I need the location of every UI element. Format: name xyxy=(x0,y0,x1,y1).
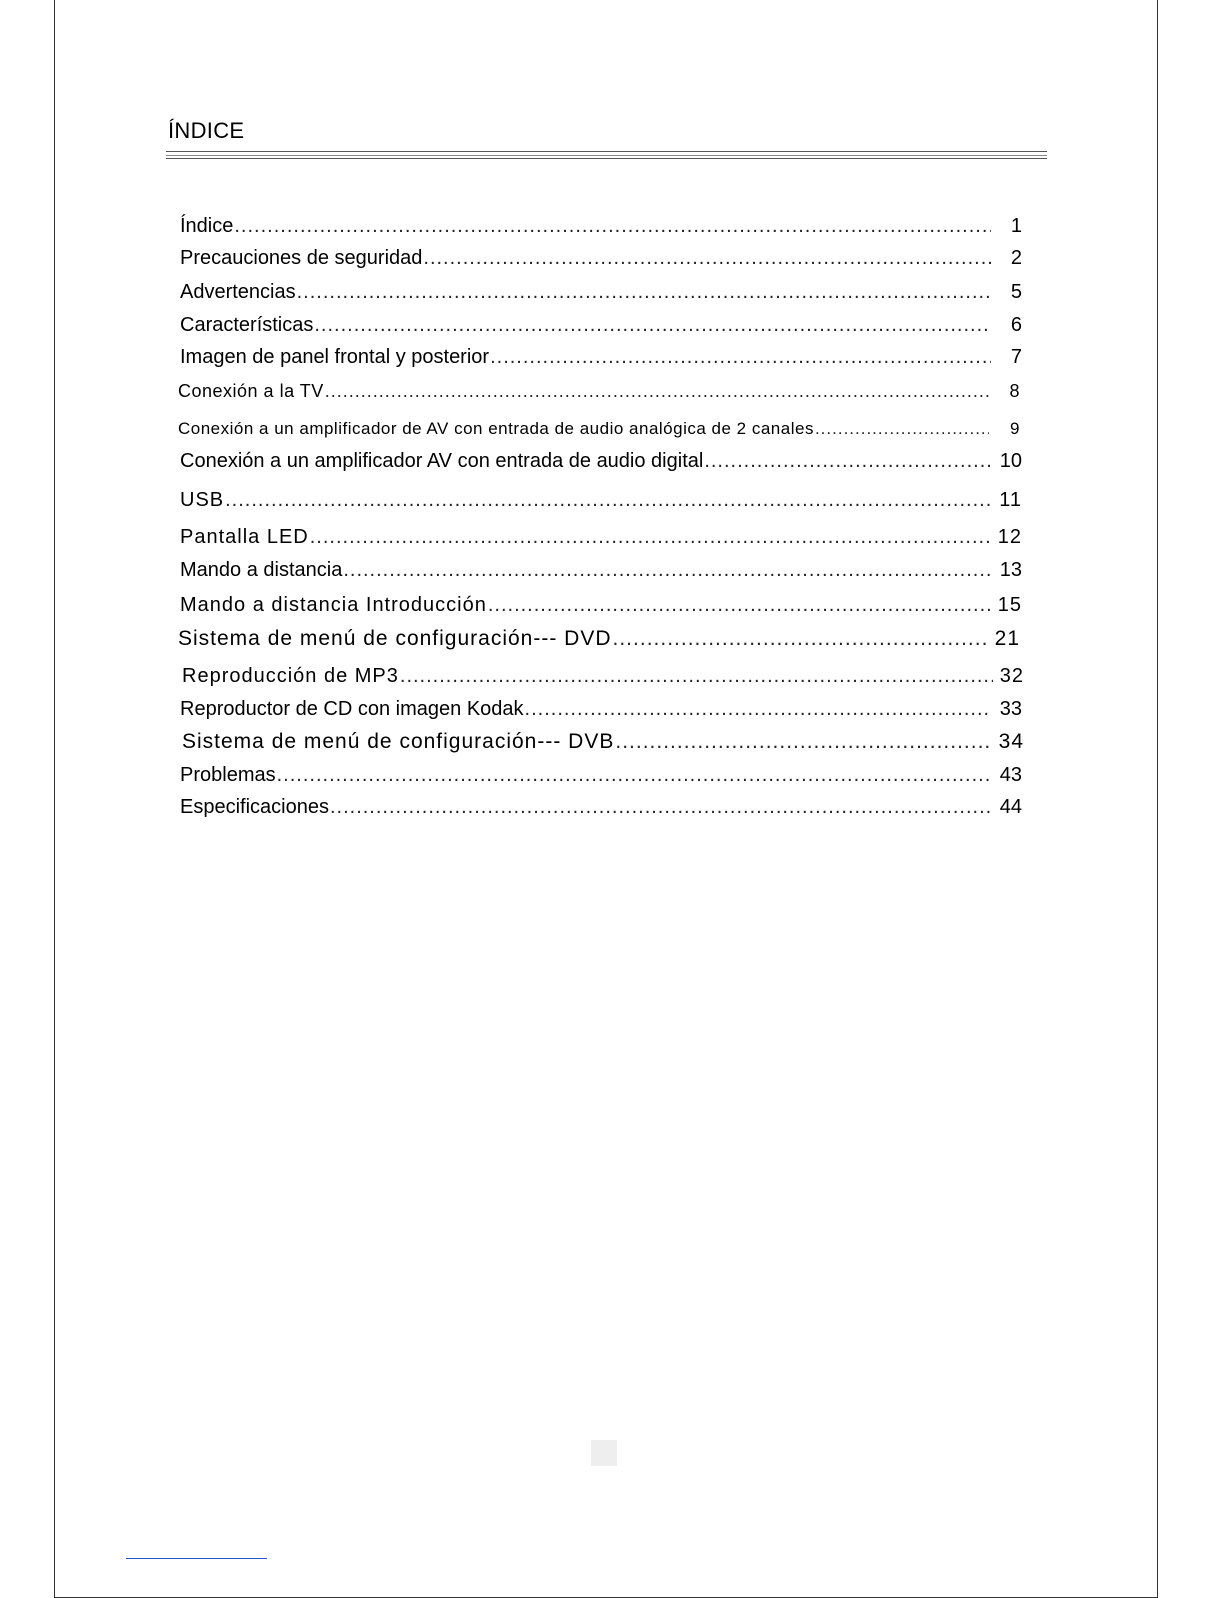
toc-entry-title: Reproducción de MP3 xyxy=(182,665,399,687)
toc-entry-page: 11 xyxy=(999,489,1022,511)
toc-entry[interactable] xyxy=(182,730,1024,754)
toc-leader-dots xyxy=(704,449,991,473)
toc-entry[interactable] xyxy=(180,558,1022,582)
toc-leader-dots xyxy=(490,345,991,369)
toc-leader-dots xyxy=(325,379,989,403)
toc-entry-title: Precauciones de seguridad xyxy=(180,247,423,269)
toc-entry-title: USB xyxy=(180,489,225,511)
toc-leader-dots xyxy=(234,214,991,238)
toc-entry-page: 8 xyxy=(1009,381,1020,401)
toc-entry-page: 33 xyxy=(999,698,1022,720)
toc-entry-page: 2 xyxy=(1010,247,1022,269)
toc-entry-title: Sistema de menú de configuración--- DVB xyxy=(182,730,615,753)
toc-entry-title: Imagen de panel frontal y posterior xyxy=(180,346,490,368)
toc-entry[interactable] xyxy=(180,593,1022,617)
toc-entry-page: 6 xyxy=(1010,314,1022,336)
toc-leader-dots xyxy=(277,763,991,787)
toc-entry-page: 5 xyxy=(1010,281,1022,303)
toc-entry[interactable] xyxy=(182,664,1024,688)
toc-entry[interactable] xyxy=(178,627,1020,651)
toc-leader-dots xyxy=(613,627,989,651)
toc-leader-dots xyxy=(400,664,993,688)
toc-entry[interactable] xyxy=(180,313,1022,337)
toc-entry-page: 34 xyxy=(998,730,1024,753)
toc-entry-title: Especificaciones xyxy=(180,796,329,818)
toc-leader-dots xyxy=(310,525,991,549)
toc-leader-dots xyxy=(297,280,991,304)
toc-leader-dots xyxy=(343,558,991,582)
toc-entry-title: Problemas xyxy=(180,764,276,786)
toc-leader-dots xyxy=(423,246,991,270)
toc-entry-page: 43 xyxy=(999,764,1022,786)
toc-leader-dots xyxy=(225,488,991,512)
toc-entry-title: Conexión a la TV xyxy=(178,381,324,401)
toc-leader-dots xyxy=(815,417,989,441)
toc-entry-page: 21 xyxy=(994,627,1020,650)
toc-entry-page: 10 xyxy=(999,450,1022,472)
toc-entry[interactable] xyxy=(180,488,1022,512)
toc-entry-title: Advertencias xyxy=(180,281,296,303)
toc-entry-title: Características xyxy=(180,314,314,336)
toc-entry-title: Mando a distancia Introducción xyxy=(180,594,487,616)
toc-leader-dots xyxy=(615,730,993,754)
toc-entry-title: Pantalla LED xyxy=(180,526,309,548)
toc-entry-page: 15 xyxy=(997,594,1022,616)
toc-entry-title: Conexión a un amplificador de AV con entrada de audio analógica de 2 canales xyxy=(178,419,814,438)
toc-entry[interactable] xyxy=(180,246,1022,270)
title-rule xyxy=(166,151,1047,159)
toc-entry-page: 7 xyxy=(1010,346,1022,368)
toc-leader-dots xyxy=(314,313,991,337)
toc-entry[interactable] xyxy=(180,214,1022,238)
toc-entry[interactable] xyxy=(178,417,1020,441)
toc-entry[interactable] xyxy=(180,449,1022,473)
toc-entry[interactable] xyxy=(180,795,1022,819)
toc-entry-page: 1 xyxy=(1010,215,1022,237)
toc-entry-page: 12 xyxy=(997,526,1022,548)
toc-entry-page: 9 xyxy=(1010,419,1020,438)
toc-entry-title: Sistema de menú de configuración--- DVD xyxy=(178,627,612,650)
toc-entry-title: Conexión a un amplificador AV con entrada de audio digital xyxy=(180,450,704,472)
toc-entry-title: Reproductor de CD con imagen Kodak xyxy=(180,698,524,720)
page-title: ÍNDICE xyxy=(168,118,245,143)
footer-rule xyxy=(126,1558,267,1559)
toc-entry[interactable] xyxy=(180,280,1022,304)
toc-leader-dots xyxy=(330,795,991,819)
toc-entry[interactable] xyxy=(180,697,1022,721)
toc-leader-dots xyxy=(525,697,991,721)
toc-entry[interactable] xyxy=(180,763,1022,787)
toc-entry-title: Mando a distancia xyxy=(180,559,343,581)
toc-entry-page: 13 xyxy=(999,559,1022,581)
toc-leader-dots xyxy=(488,593,991,617)
toc-entry[interactable] xyxy=(180,345,1022,369)
toc-entry-page: 32 xyxy=(999,665,1024,687)
toc-entry[interactable] xyxy=(178,379,1020,403)
page-number-box xyxy=(591,1440,617,1466)
toc-entry-title: Índice xyxy=(180,215,234,237)
toc-entry-page: 44 xyxy=(999,796,1022,818)
toc-entry[interactable] xyxy=(180,525,1022,549)
